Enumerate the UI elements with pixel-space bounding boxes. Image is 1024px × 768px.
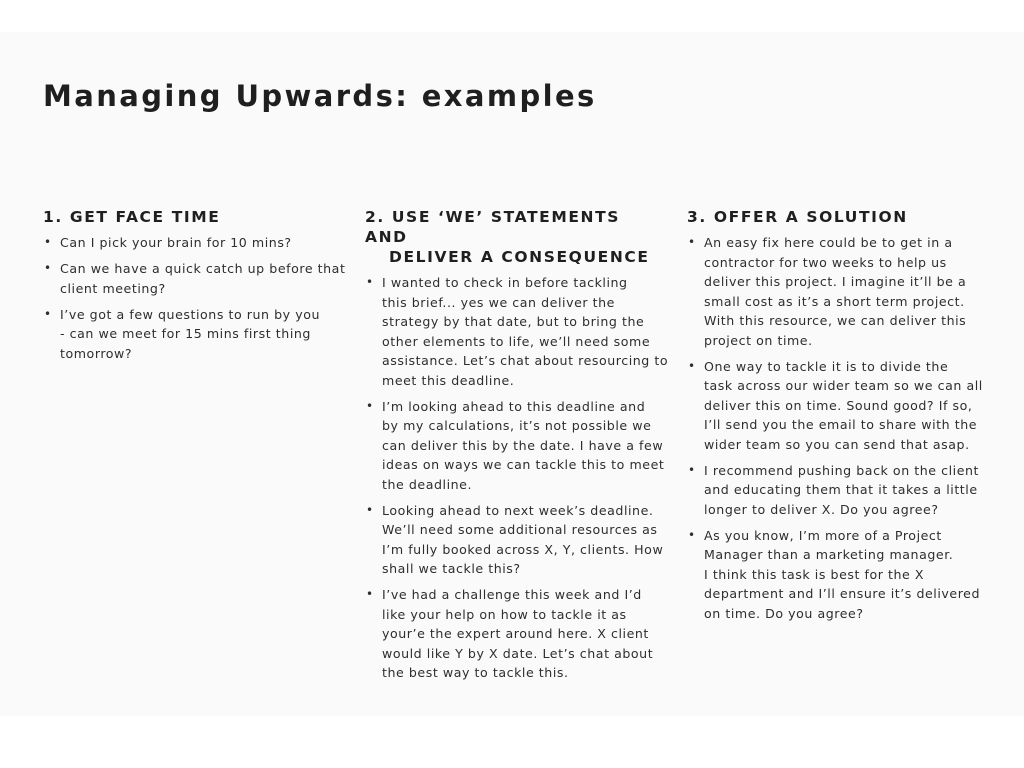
page-title: Managing Upwards: examples [43,79,597,113]
column-heading [687,207,987,227]
bullet-item [687,357,987,455]
bullet-item-line: - can we meet for 15 mins first thing [60,326,311,341]
bullet-item-line: • As you know, I’m more of a Project [704,527,942,543]
bullet-item-line: • Can I pick your brain for 10 mins? [60,235,292,250]
bullet-item-line: • I’ve got a few questions to run by you [60,306,321,322]
bullet-item-line: I’m fully booked across X, Y, clients. How [382,541,664,557]
bullet-item-line: • I recommend pushing back on the client [704,462,980,478]
bullet-list [687,233,987,623]
bullet-item-line: • An easy fix here could be to get in a [704,235,953,250]
bullet-item-line: department and I’ll ensure it’s delivered [704,586,980,601]
bullet-item-line: We’ll need some additional resources as [382,522,658,537]
bullet-item [687,526,987,624]
column-heading-line: 3. OFFER A SOLUTION [687,208,908,226]
bullet-item-line: meet this deadline. [382,372,515,388]
bullet-item-line: longer to deliver X. Do you agree? [704,501,939,517]
bullet-item-line: • I wanted to check in before tackling [382,275,628,290]
bullet-item-line: project on time. [704,332,813,348]
column-heading-line: 2. USE ‘WE’ STATEMENTS AND [365,208,621,246]
column-heading [365,207,665,267]
bullet-item [365,273,669,390]
bullet-item-line: and educating them that it takes a little [704,482,978,497]
bullet-item-line: by my calculations, it’s not possible we [382,418,652,433]
bullet-item [687,461,987,520]
bullet-item-line: other elements to life, we’ll need some [382,333,651,349]
bullet-item-line: ideas on ways we can tackle this to meet [382,457,665,472]
bullet-item-line: I’ll send you the email to share with the [704,417,978,432]
bullet-item [687,233,987,350]
column-get-face-time [43,207,346,370]
bullet-list [43,233,346,363]
bullet-item-line: task across our wider team so we can all [704,378,983,393]
bullet-item-line: • Looking ahead to next week’s deadline. [382,502,654,518]
bullet-item-line: wider team so you can send that asap. [704,436,970,452]
bullet-item [365,501,665,579]
bullet-item-line: • I’ve had a challenge this week and I’d [382,587,642,602]
bullet-item [365,585,665,683]
bullet-item-line: this brief... yes we can deliver the [382,294,615,310]
bullet-item-line: the deadline. [382,476,473,492]
bullet-item-line: on time. Do you agree? [704,605,864,621]
bullet-item-line: small cost as it’s a short term project. [704,293,965,309]
column-heading-line: 1. GET FACE TIME [43,208,221,226]
bullet-item-line: strategy by that date, but to bring the [382,314,645,329]
bullet-item-line: client meeting? [60,280,166,296]
bullet-item [43,233,343,253]
bullet-item-line: the best way to tackle this. [382,665,569,680]
column-heading-line: DELIVER A CONSEQUENCE [389,248,650,266]
slide [0,32,1024,716]
bullet-item-line: Manager than a marketing manager. [704,547,954,562]
bullet-item-line: • One way to tackle it is to divide the [704,358,949,374]
bullet-item [43,259,346,298]
bullet-item-line: • Can we have a quick catch up before that [60,261,346,276]
bullet-item-line: assistance. Let’s chat about resourcing to [382,353,669,368]
bullet-item-line: can deliver this by the date. I have a few [382,437,664,453]
column-heading [43,207,343,227]
bullet-item-line: contractor for two weeks to help us [704,254,947,270]
column-use-we-statements [365,207,669,689]
bullet-item-line: your’e the expert around here. X client [382,626,649,641]
bullet-item-line: deliver this on time. Sound good? If so, [704,397,973,413]
bullet-item-line: would like Y by X date. Let’s chat about [382,645,654,661]
bullet-item [43,305,343,364]
bullet-list [365,273,669,683]
bullet-item-line: I think this task is best for the X [704,566,925,582]
bullet-item-line: tomorrow? [60,345,133,361]
bullet-item-line: like your help on how to tackle it as [382,606,627,622]
bullet-item [365,397,665,495]
bullet-item-line: shall we tackle this? [382,561,521,576]
column-offer-a-solution [687,207,987,630]
bullet-item-line: • I’m looking ahead to this deadline and [382,398,646,414]
bullet-item-line: deliver this project. I imagine it’ll be a [704,274,967,289]
bullet-item-line: With this resource, we can deliver this [704,313,967,328]
